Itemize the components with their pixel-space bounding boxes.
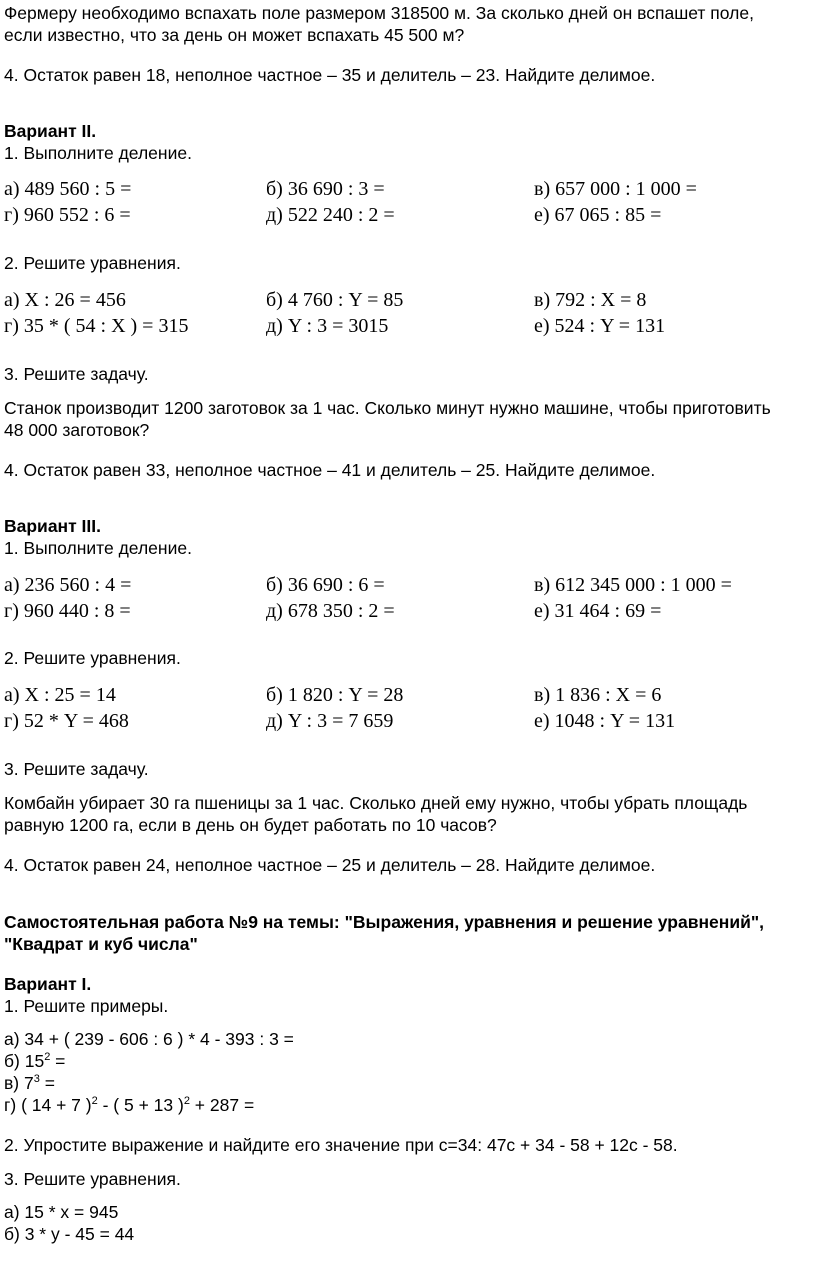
variant-2-division-row [4,202,812,228]
equation-a: а) 15 * x = 945 [4,1202,119,1222]
division-item: г) 960 440 : 8 = [4,600,131,622]
variant-2-problem-line-1: Станок производит 1200 заготовок за 1 час. Сколько минут нужно машине, чтобы приготовить [4,398,771,418]
variant-2-division-row [4,176,812,202]
variant-3-task-4: 4. Остаток равен 24, неполное частное – 25 и делитель – 28. Найдите делимое. [4,855,656,875]
division-item: а) 489 560 : 5 = [4,178,132,200]
work-9-task-1-title: 1. Решите примеры. [4,996,169,1016]
division-item: д) 678 350 : 2 = [266,600,395,622]
division-item: в) 612 345 000 : 1 000 = [534,574,732,596]
example-c: в) $7^3$ = [4,1073,55,1093]
example-a: а) 34 + ( 239 - 606 : 6 ) * 4 - 393 : 3 = [4,1029,294,1049]
variant-2-equation-row [4,313,812,339]
work-9-variant-title: Вариант I. [4,974,92,994]
division-item: е) 67 065 : 85 = [534,204,662,226]
equation-item: а) X : 25 = 14 [4,684,116,706]
equation-item: а) X : 26 = 456 [4,289,126,311]
variant-3-title: Вариант III. [4,516,102,536]
variant-3-problem-line-1: Комбайн убирает 30 га пшеницы за 1 час. Сколько дней ему нужно, чтобы убрать площадь [4,793,748,813]
variant-2-problem-line-2: 48 000 заготовок? [4,420,150,440]
variant-3-task-3-title: 3. Решите задачу. [4,759,149,779]
work-9-title-line-2: "Квадрат и куб числа" [4,934,198,954]
equation-item: е) 1048 : Y = 131 [534,710,676,732]
variant-2-title: Вариант II. [4,121,97,141]
equation-item: г) 52 * Y = 468 [4,710,129,732]
equation-item: д) Y : 3 = 3015 [266,315,389,337]
intro-problem-line-1: Фермеру необходимо вспахать поле размером 318500 м. За сколько дней он вспашет поле, [4,3,754,23]
variant-3-division-row [4,598,812,624]
variant-3-equation-row [4,682,812,708]
variant-3-task-2-title: 2. Решите уравнения. [4,648,181,668]
division-item: а) 236 560 : 4 = [4,574,132,596]
equation-item: е) 524 : Y = 131 [534,315,666,337]
variant-2-equation-row [4,287,812,313]
equation-item: в) 1 836 : X = 6 [534,684,662,706]
equation-item: д) Y : 3 = 7 659 [266,710,394,732]
division-item: б) 36 690 : 3 = [266,178,385,200]
variant-3-task-1-title: 1. Выполните деление. [4,538,192,558]
intro-problem-line-2: если известно, что за день он может вспахать 45 500 м? [4,25,465,45]
variant-2-task-2-title: 2. Решите уравнения. [4,253,181,273]
division-item: е) 31 464 : 69 = [534,600,662,622]
intro-task-4: 4. Остаток равен 18, неполное частное – 35 и делитель – 23. Найдите делимое. [4,65,656,85]
variant-3-equation-row [4,708,812,734]
work-9-task-3-title: 3. Решите уравнения. [4,1169,181,1189]
variant-2-task-3-title: 3. Решите задачу. [4,364,149,384]
equation-item: б) 1 820 : Y = 28 [266,684,404,706]
equation-item: в) 792 : X = 8 [534,289,647,311]
equation-b: б) 3 * у - 45 = 44 [4,1224,135,1244]
division-item: г) 960 552 : 6 = [4,204,131,226]
example-b: б) $15^2$ = [4,1051,66,1071]
variant-2-task-4: 4. Остаток равен 33, неполное частное – 41 и делитель – 25. Найдите делимое. [4,460,656,480]
equation-item: б) 4 760 : Y = 85 [266,289,404,311]
variant-3-division-row [4,572,812,598]
variant-3-problem-line-2: равную 1200 га, если в день он будет работать по 10 часов? [4,815,497,835]
division-item: б) 36 690 : 6 = [266,574,385,596]
division-item: в) 657 000 : 1 000 = [534,178,697,200]
work-9-task-2: 2. Упростите выражение и найдите его значение при с=34: 47с + 34 - 58 + 12с - 58. [4,1135,678,1155]
division-item: д) 522 240 : 2 = [266,204,395,226]
variant-2-task-1-title: 1. Выполните деление. [4,143,192,163]
example-d: г) ( 14 + 7 )$^2$ - ( 5 + 13 )$^2$ + 287 = [4,1095,255,1115]
equation-item: г) 35 * ( 54 : X ) = 315 [4,315,189,337]
work-9-title-line-1: Самостоятельная работа №9 на темы: "Выражения, уравнения и решение уравнений", [4,912,765,932]
